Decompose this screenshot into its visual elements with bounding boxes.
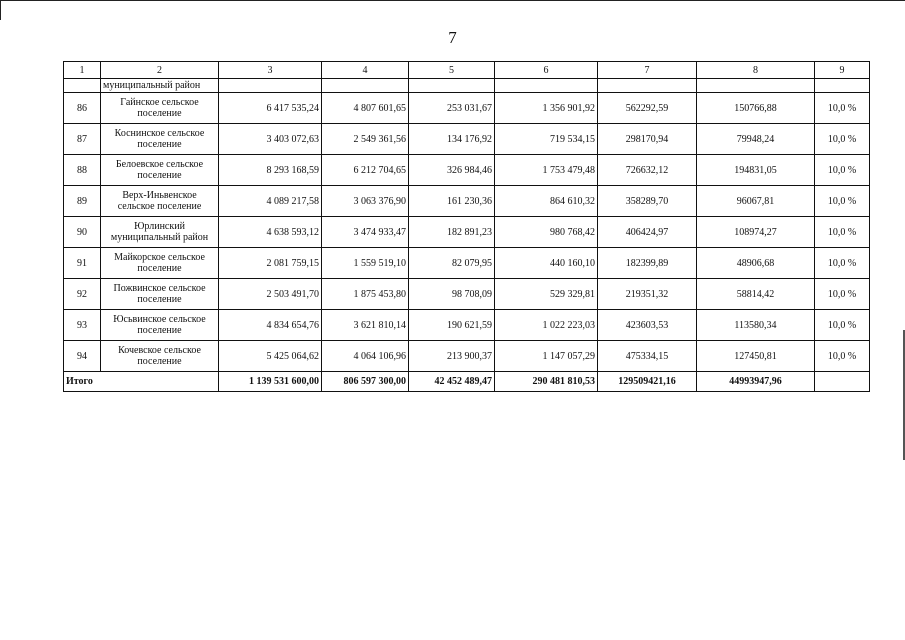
value-col-3: 6 417 535,24: [219, 93, 322, 124]
municipality-name: [101, 310, 219, 341]
header-cell: 1: [64, 62, 101, 79]
value-col-3: 8 293 168,59: [219, 155, 322, 186]
municipality-name-line: Юсьвинское сельское: [113, 314, 206, 325]
value-col-8: 194831,05: [697, 155, 815, 186]
table-cell: [495, 79, 598, 93]
value-col-5: 161 230,36: [409, 186, 495, 217]
value-col-6: 864 610,32: [495, 186, 598, 217]
row-number: 90: [64, 217, 101, 248]
value-col-4: 2 549 361,56: [322, 124, 409, 155]
value-col-8: 79948,24: [697, 124, 815, 155]
scan-edge-top: [0, 0, 905, 1]
value-col-3: 3 403 072,63: [219, 124, 322, 155]
percent-col-9: 10,0 %: [815, 341, 870, 372]
data-table: [63, 61, 870, 392]
value-col-7: 726632,12: [598, 155, 697, 186]
header-cell: 6: [495, 62, 598, 79]
table-row: [64, 155, 870, 186]
table-row: [64, 248, 870, 279]
percent-col-9: 10,0 %: [815, 186, 870, 217]
value-col-5: 326 984,46: [409, 155, 495, 186]
value-col-6: 1 147 057,29: [495, 341, 598, 372]
header-row: [64, 62, 870, 79]
value-col-6: 1 753 479,48: [495, 155, 598, 186]
value-col-4: 3 063 376,90: [322, 186, 409, 217]
row-number: 91: [64, 248, 101, 279]
value-col-4: 6 212 704,65: [322, 155, 409, 186]
value-col-8: 58814,42: [697, 279, 815, 310]
value-col-7: 219351,32: [598, 279, 697, 310]
municipality-name-line: Кочевское сельское: [118, 345, 201, 356]
table-row: [64, 124, 870, 155]
municipality-name-line: Юрлинский: [134, 221, 185, 232]
scan-edge-left: [0, 0, 1, 20]
row-number: 87: [64, 124, 101, 155]
municipality-name: [101, 186, 219, 217]
header-cell: 5: [409, 62, 495, 79]
row-number: 88: [64, 155, 101, 186]
value-col-5: 134 176,92: [409, 124, 495, 155]
municipality-name-line: Верх-Иньвенское: [122, 190, 197, 201]
value-col-8: 127450,81: [697, 341, 815, 372]
municipality-name: [101, 155, 219, 186]
continuation-label: муниципальный район: [101, 79, 219, 93]
value-col-4: 3 621 810,14: [322, 310, 409, 341]
value-col-3: 4 089 217,58: [219, 186, 322, 217]
table-row: [64, 341, 870, 372]
table-cell: [322, 79, 409, 93]
percent-col-9: 10,0 %: [815, 310, 870, 341]
municipality-name-line: поселение: [137, 108, 182, 119]
total-col-7: 129509421,16: [598, 372, 697, 392]
header-cell: 8: [697, 62, 815, 79]
municipality-name-line: Гайнское сельское: [120, 97, 199, 108]
percent-col-9: 10,0 %: [815, 124, 870, 155]
municipality-name-line: поселение: [137, 294, 182, 305]
value-col-4: 4 807 601,65: [322, 93, 409, 124]
value-col-3: 2 081 759,15: [219, 248, 322, 279]
municipality-name-line: Коснинское сельское: [114, 128, 205, 139]
value-col-5: 182 891,23: [409, 217, 495, 248]
percent-col-9: 10,0 %: [815, 248, 870, 279]
row-number: 94: [64, 341, 101, 372]
total-label: Итого: [64, 372, 219, 392]
total-col-5: 42 452 489,47: [409, 372, 495, 392]
table-cell: [219, 79, 322, 93]
value-col-3: 4 638 593,12: [219, 217, 322, 248]
value-col-5: 82 079,95: [409, 248, 495, 279]
value-col-3: 5 425 064,62: [219, 341, 322, 372]
value-col-6: 1 356 901,92: [495, 93, 598, 124]
municipality-name: [101, 217, 219, 248]
total-col-4: 806 597 300,00: [322, 372, 409, 392]
table-cell: [697, 79, 815, 93]
value-col-8: 150766,88: [697, 93, 815, 124]
value-col-7: 358289,70: [598, 186, 697, 217]
municipality-name-line: Пожвинское сельское: [113, 283, 206, 294]
value-col-5: 213 900,37: [409, 341, 495, 372]
municipality-name: [101, 341, 219, 372]
total-col-8: 44993947,96: [697, 372, 815, 392]
row-number: 93: [64, 310, 101, 341]
value-col-6: 719 534,15: [495, 124, 598, 155]
municipality-name-line: Майкорское сельское: [114, 252, 205, 263]
municipality-name-line: поселение: [137, 356, 182, 367]
municipality-name-line: муниципальный район: [110, 232, 209, 243]
value-col-6: 1 022 223,03: [495, 310, 598, 341]
municipality-name-line: поселение: [137, 325, 182, 336]
header-cell: 3: [219, 62, 322, 79]
table-row: [64, 279, 870, 310]
value-col-8: 108974,27: [697, 217, 815, 248]
percent-col-9: 10,0 %: [815, 217, 870, 248]
header-cell: 7: [598, 62, 697, 79]
municipality-name: [101, 93, 219, 124]
row-number: 86: [64, 93, 101, 124]
municipality-name: [101, 248, 219, 279]
table-cell: [815, 79, 870, 93]
value-col-4: 4 064 106,96: [322, 341, 409, 372]
table-cell: [64, 79, 101, 93]
value-col-8: 48906,68: [697, 248, 815, 279]
total-row: [64, 372, 870, 392]
header-cell: 4: [322, 62, 409, 79]
total-col-3: 1 139 531 600,00: [219, 372, 322, 392]
page-number: 7: [448, 28, 457, 47]
municipality-name-line: поселение: [137, 170, 182, 181]
value-col-6: 529 329,81: [495, 279, 598, 310]
value-col-4: 3 474 933,47: [322, 217, 409, 248]
value-col-5: 98 708,09: [409, 279, 495, 310]
percent-col-9: 10,0 %: [815, 93, 870, 124]
municipality-name-line: поселение: [137, 263, 182, 274]
value-col-7: 406424,97: [598, 217, 697, 248]
value-col-4: 1 559 519,10: [322, 248, 409, 279]
total-col-6: 290 481 810,53: [495, 372, 598, 392]
table-cell: [409, 79, 495, 93]
table-row: [64, 186, 870, 217]
value-col-3: 2 503 491,70: [219, 279, 322, 310]
value-col-5: 253 031,67: [409, 93, 495, 124]
header-cell: 2: [101, 62, 219, 79]
municipality-name-line: сельское поселение: [117, 201, 202, 212]
table-cell: [598, 79, 697, 93]
percent-col-9: 10,0 %: [815, 279, 870, 310]
continuation-row: [64, 79, 870, 93]
municipality-name: [101, 124, 219, 155]
municipality-name-line: поселение: [137, 139, 182, 150]
value-col-8: 113580,34: [697, 310, 815, 341]
total-col-9: [815, 372, 870, 392]
value-col-7: 182399,89: [598, 248, 697, 279]
value-col-7: 298170,94: [598, 124, 697, 155]
value-col-7: 423603,53: [598, 310, 697, 341]
value-col-7: 475334,15: [598, 341, 697, 372]
value-col-4: 1 875 453,80: [322, 279, 409, 310]
percent-col-9: 10,0 %: [815, 155, 870, 186]
row-number: 89: [64, 186, 101, 217]
value-col-6: 440 160,10: [495, 248, 598, 279]
table-row: [64, 93, 870, 124]
value-col-5: 190 621,59: [409, 310, 495, 341]
value-col-6: 980 768,42: [495, 217, 598, 248]
value-col-3: 4 834 654,76: [219, 310, 322, 341]
header-cell: 9: [815, 62, 870, 79]
table-row: [64, 217, 870, 248]
table-row: [64, 310, 870, 341]
value-col-8: 96067,81: [697, 186, 815, 217]
value-col-7: 562292,59: [598, 93, 697, 124]
municipality-name: [101, 279, 219, 310]
municipality-name-line: Белоевское сельское: [115, 159, 204, 170]
row-number: 92: [64, 279, 101, 310]
